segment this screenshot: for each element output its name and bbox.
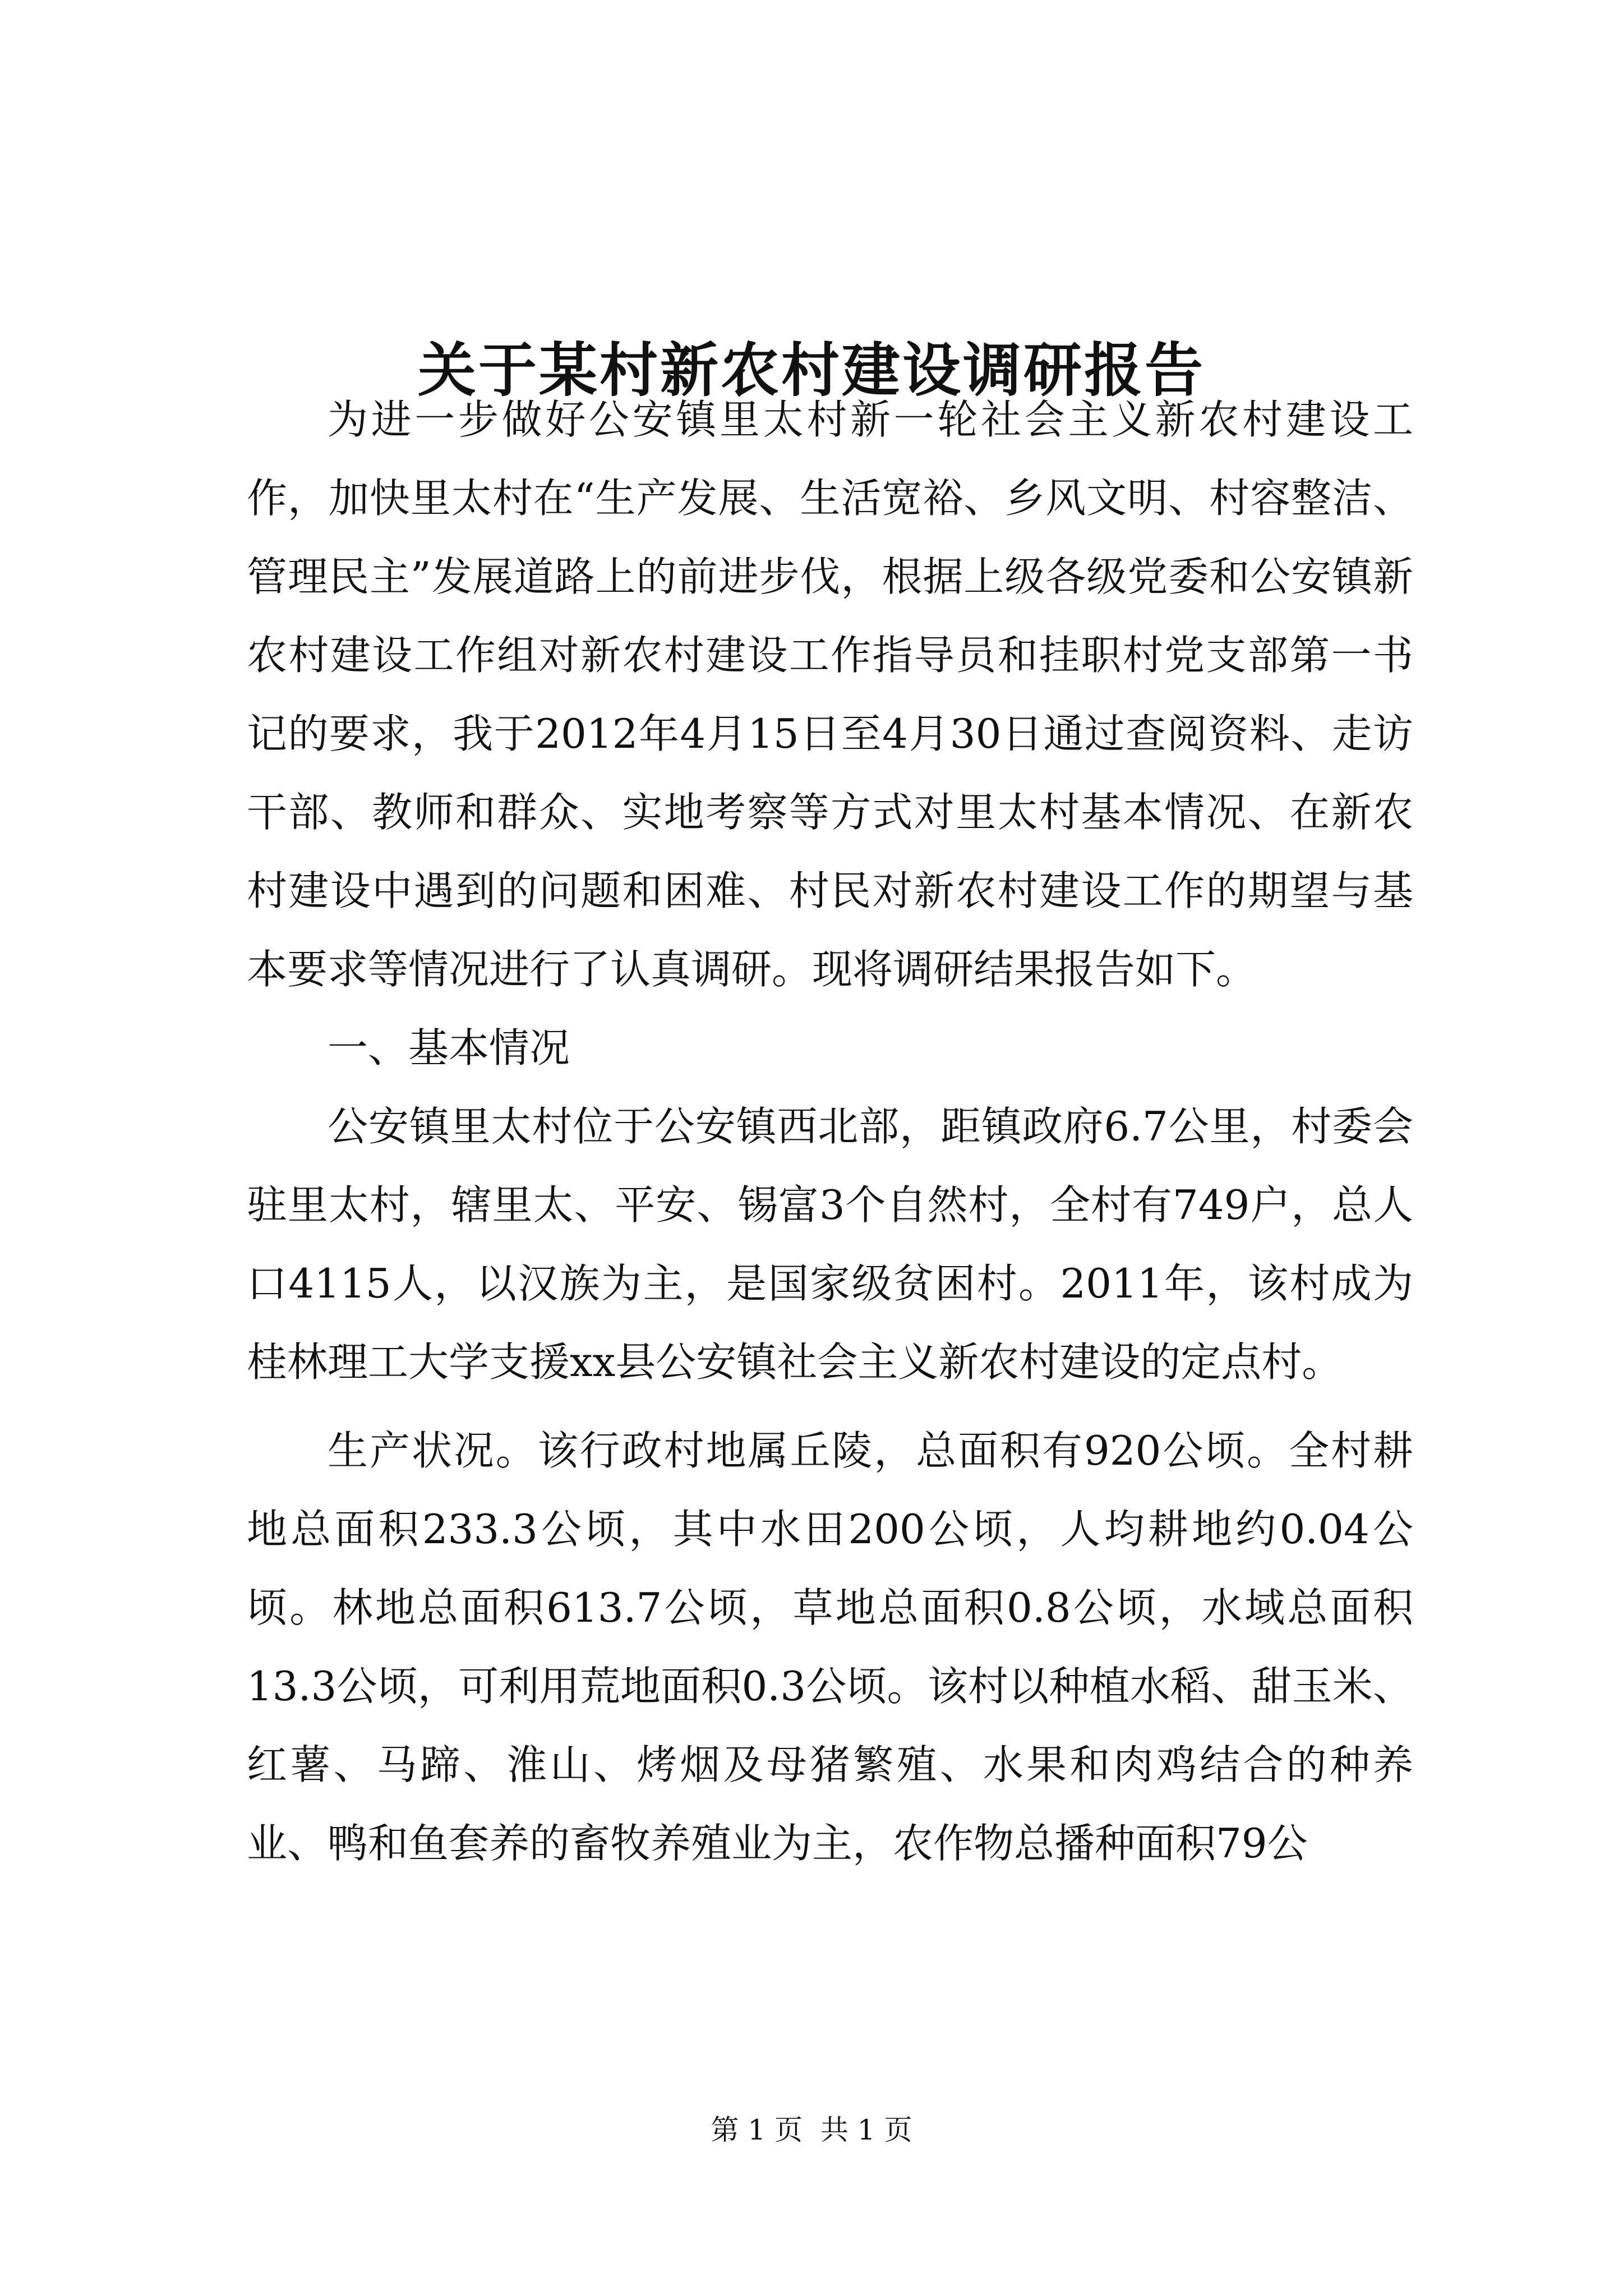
- production-status-paragraph: 生产状况。该行政村地属丘陵，总面积有920公顷。全村耕地总面积233.3公顷，其中水田200公顷，人均耕地约0.04公顷。林地总面积613.7公顷，草地总面积0.8公顷，水域总面积13.3公顷，可利用荒地面积0.3公顷。该村以种植水稻、甜玉米、红薯、马蹄、淮山、烤烟及母猪繁殖、水果和肉鸡结合的种养业、鸭和鱼套养的畜牧养殖业为主，农作物总播种面积79公: [247, 1427, 1413, 1867]
- intro-paragraph: 为进一步做好公安镇里太村新一轮社会主义新农村建设工作，加快里太村在“生产发展、生活宽裕、乡风文明、村容整洁、管理民主”发展道路上的前进步伐，根据上级各级党委和公安镇新农村建设工作组对新农村建设工作指导员和挂职村党支部第一书记的要求，我于2012年4月15日至4月30日通过查阅资料、走访干部、教师和群众、实地考察等方式对里太村基本情况、在新农村建设中遇到的问题和困难、村民对新农村建设工作的期望与基本要求等情况进行了认真调研。现将调研结果报告如下。: [247, 396, 1413, 993]
- page-footer: 第 1 页 共 1 页: [711, 2114, 912, 2146]
- section-heading-basic-situation: 一、基本情况: [328, 1024, 570, 1071]
- document-title: 关于某村新农村建设调研报告: [417, 335, 1205, 404]
- document-body: [247, 380, 1413, 1883]
- basic-situation-paragraph: 公安镇里太村位于公安镇西北部，距镇政府6.7公里，村委会驻里太村，辖里太、平安、锡富3个自然村，全村有749户，总人口4115人，以汉族为主，是国家级贫困村。2011年，该村成为桂林理工大学支援xx县公安镇社会主义新农村建设的定点村。: [247, 1103, 1413, 1386]
